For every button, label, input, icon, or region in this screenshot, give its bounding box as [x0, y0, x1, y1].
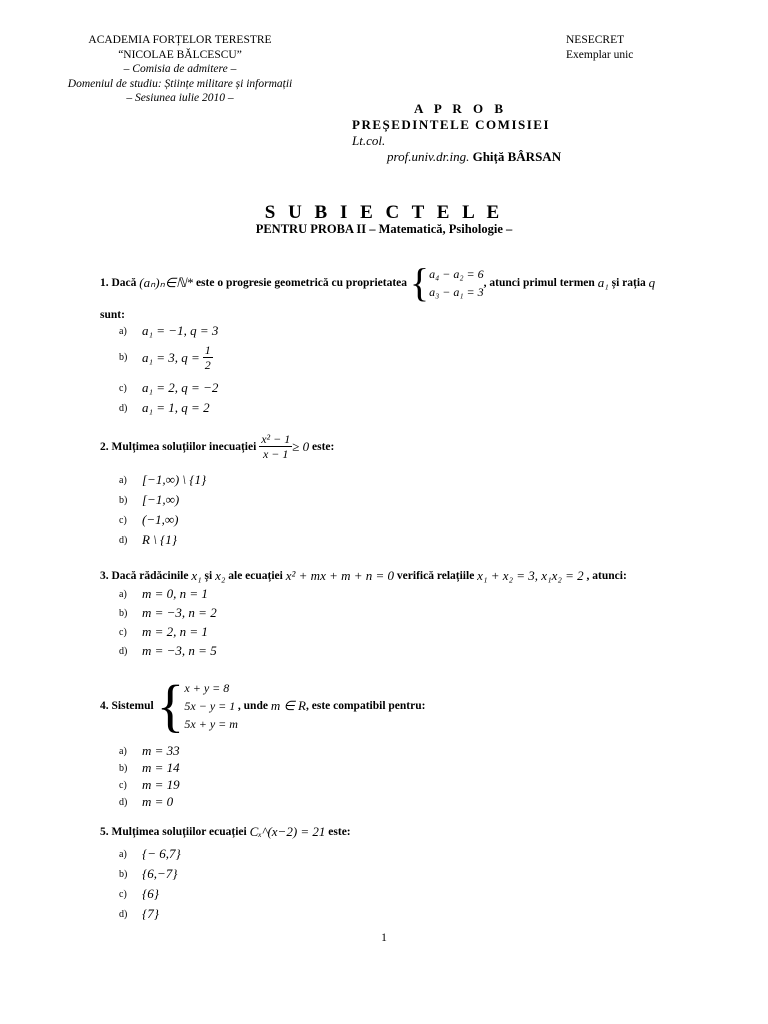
option-value: {6,−7} — [142, 866, 178, 881]
question-text: este: — [328, 826, 351, 838]
option-label: c) — [119, 626, 127, 638]
question-text: este o progresie geometrică cu proprietatea — [195, 277, 408, 289]
approval-heading: A P R O B — [414, 101, 508, 116]
approval-rank: Lt.col. — [352, 133, 386, 148]
equation: 5x + y = m — [184, 717, 238, 731]
option-value: {7} — [142, 906, 159, 921]
option-label: a) — [119, 745, 127, 757]
math-term: m ∈ R — [270, 698, 306, 713]
approval-name: Ghiță BÂRSAN — [472, 149, 562, 164]
option-b[interactable] — [119, 492, 179, 508]
approval-role: PREȘEDINTELE COMISIEI — [352, 117, 551, 132]
question-text: 1. Dacă — [100, 277, 137, 289]
option-label: b) — [119, 607, 128, 619]
question-3 — [100, 568, 627, 584]
option-value: m = 0 — [142, 794, 174, 809]
option-value: (−1,∞) — [142, 512, 179, 527]
math-term: x₁ — [191, 568, 202, 583]
question-5 — [100, 824, 351, 840]
option-c[interactable] — [119, 886, 159, 902]
equation-system — [184, 679, 238, 733]
option-value: m = 0, n = 1 — [142, 586, 208, 601]
option-c[interactable] — [119, 777, 180, 793]
equation: 5x − y = 1 — [184, 699, 236, 713]
math-term: a₁ — [597, 275, 609, 290]
math-term: x₂ — [215, 568, 226, 583]
question-text: ale ecuației — [228, 570, 283, 582]
option-label: a) — [119, 848, 127, 860]
numerator: x² − 1 — [261, 432, 291, 446]
approval-academic-title: prof.univ.dr.ing. — [387, 149, 470, 164]
equation: x² + mx + m + n = 0 — [285, 568, 395, 583]
option-label: d) — [119, 645, 128, 657]
option-c[interactable] — [119, 380, 218, 396]
option-d[interactable] — [119, 794, 173, 810]
study-domain-line: Domeniul de studiu: Științe militare și informații — [67, 77, 293, 90]
option-a[interactable] — [119, 743, 180, 759]
question-text: , unde — [237, 700, 268, 712]
institution-subname: “NICOLAE BĂLCESCU” — [118, 48, 242, 61]
option-value: m = 2, n = 1 — [142, 624, 208, 639]
option-value: a₁ = 1, q = 2 — [142, 400, 210, 415]
question-4 — [100, 673, 426, 738]
math-term: q — [648, 275, 656, 290]
option-label: b) — [119, 494, 128, 506]
option-d[interactable] — [119, 400, 210, 416]
option-label: a) — [119, 325, 127, 337]
option-value: m = −3, n = 5 — [142, 643, 217, 658]
system-brace: { — [156, 673, 185, 738]
option-value: [−1,∞) — [142, 492, 180, 507]
equation: Cₓ^(x−2) = 21 — [249, 824, 326, 839]
option-c[interactable] — [119, 512, 178, 528]
question-text: este: — [311, 440, 335, 453]
question-text: , atunci: — [586, 570, 627, 582]
session-line: – Sesiunea iulie 2010 – — [126, 92, 234, 104]
option-label: d) — [119, 796, 128, 808]
option-d[interactable] — [119, 643, 217, 659]
option-label: c) — [119, 888, 127, 900]
question-text: , este compatibil pentru: — [305, 700, 426, 712]
option-value: {− 6,7} — [142, 846, 181, 861]
equation: a₄ − a₂ = 6 — [429, 267, 484, 281]
option-a[interactable] — [119, 323, 218, 339]
question-text: și — [204, 570, 213, 582]
option-label: b) — [119, 762, 128, 774]
equation: x + y = 8 — [184, 681, 230, 695]
option-label: b) — [119, 352, 128, 363]
question-text: , atunci primul termen — [483, 277, 595, 289]
option-value: {6} — [142, 886, 159, 901]
option-b[interactable] — [119, 343, 213, 372]
numerator: 1 — [204, 343, 211, 357]
option-a[interactable] — [119, 472, 206, 488]
commission-line: – Comisia de admitere – — [123, 63, 237, 75]
option-label: d) — [119, 534, 128, 546]
option-label: c) — [119, 382, 127, 394]
option-c[interactable] — [119, 624, 208, 640]
institution-name: ACADEMIA FORȚELOR TERESTRE — [88, 34, 272, 46]
relations: x₁ + x₂ = 3, x₁x₂ = 2 — [477, 568, 584, 583]
question-text: 2. Mulțimea soluțiilor inecuației — [100, 440, 257, 453]
option-a[interactable] — [119, 586, 208, 602]
page-subtitle: PENTRU PROBA II – Matematică, Psihologie – — [255, 222, 513, 236]
option-value: a₁ = −1, q = 3 — [142, 323, 219, 338]
option-label: c) — [119, 514, 127, 526]
option-d[interactable] — [119, 532, 177, 548]
option-label: a) — [119, 588, 127, 600]
question-text: sunt: — [100, 309, 125, 321]
system-brace: { — [409, 260, 430, 305]
copy-label: Exemplar unic — [566, 48, 634, 61]
option-value: [−1,∞) \ {1} — [142, 472, 207, 487]
page-title: S U B I E C T E L E — [264, 202, 504, 223]
option-label: a) — [119, 474, 127, 486]
classification-label: NESECRET — [566, 34, 625, 46]
classification-header — [566, 33, 633, 62]
question-2 — [100, 432, 334, 461]
option-label: d) — [119, 402, 128, 414]
approval-block — [352, 101, 561, 165]
option-value: m = −3, n = 2 — [142, 605, 217, 620]
option-a[interactable] — [119, 846, 181, 862]
page-number: 1 — [381, 932, 387, 944]
option-d[interactable] — [119, 906, 159, 922]
sequence-expression: (aₙ)ₙ∈ℕ* — [139, 275, 194, 290]
denominator: 2 — [204, 358, 211, 372]
equation: a₃ − a₁ = 3 — [429, 285, 484, 299]
inequality-sign: ≥ 0 — [292, 438, 310, 454]
question-1 — [100, 260, 656, 321]
question-text: verifică relațiile — [396, 570, 475, 582]
question-text: 3. Dacă rădăcinile — [100, 570, 189, 582]
question-text: și rația — [611, 277, 646, 289]
option-value: R \ {1} — [142, 532, 177, 547]
option-b[interactable] — [119, 605, 217, 621]
option-label: d) — [119, 908, 128, 920]
option-value: a₁ = 3, q = — [142, 349, 200, 365]
option-b[interactable] — [119, 760, 180, 776]
question-text: 5. Mulțimea soluțiilor ecuației — [100, 826, 247, 838]
option-b[interactable] — [119, 866, 177, 882]
institution-header — [60, 33, 300, 106]
option-value: m = 14 — [142, 760, 180, 775]
option-value: m = 19 — [142, 777, 180, 792]
equation-system — [429, 265, 484, 301]
fraction — [259, 432, 292, 461]
fraction — [203, 343, 213, 372]
option-value: m = 33 — [142, 743, 180, 758]
approval-signatory — [352, 149, 561, 165]
option-label: b) — [119, 868, 128, 880]
option-value: a₁ = 2, q = −2 — [142, 380, 219, 395]
denominator: x − 1 — [262, 447, 289, 461]
question-text: 4. Sistemul — [100, 700, 154, 712]
option-label: c) — [119, 779, 127, 791]
